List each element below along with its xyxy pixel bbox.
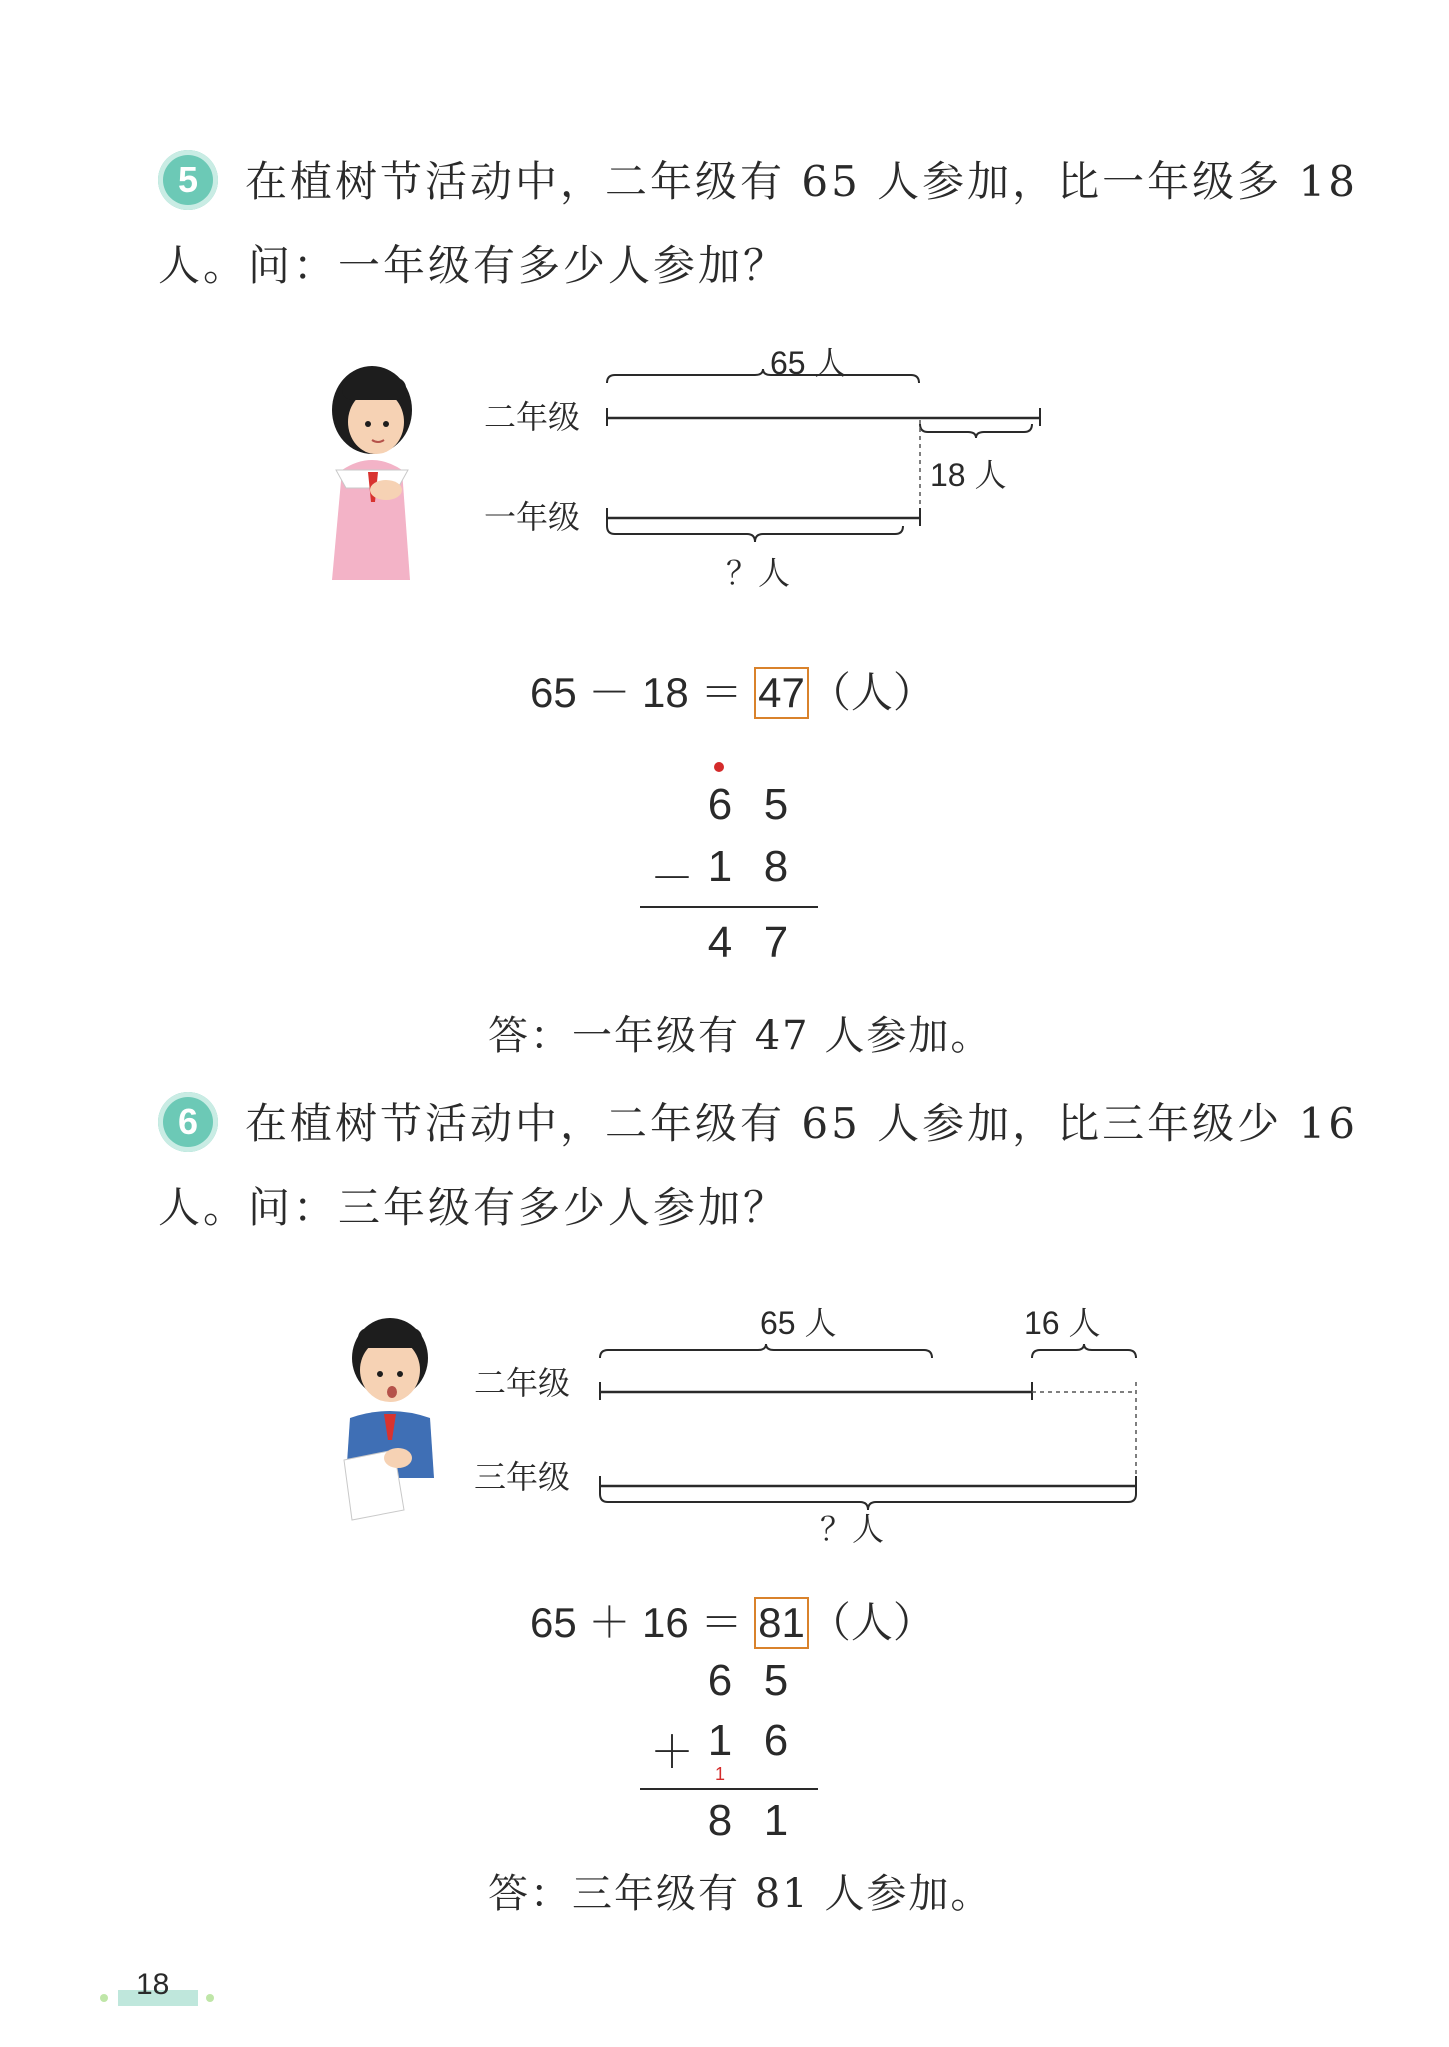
vertical-5-top-ones: 5 — [763, 780, 789, 829]
boy-illustration — [328, 1310, 448, 1530]
diagram-6-bottom-label: ？人 — [820, 1510, 885, 1548]
equation-6-result-box: 81 — [754, 1597, 809, 1649]
vertical-6-second-ones: 6 — [763, 1716, 789, 1765]
diagram-5-bottom-label: ？人 — [726, 554, 791, 592]
diagram-6-row1-label: 二年级 — [474, 1364, 571, 1402]
vertical-6-top-tens: 6 — [707, 1656, 733, 1705]
vertical-5-result-tens: 4 — [707, 918, 733, 967]
problem-5-answer: 答：一年级有 47 人参加。 — [488, 1013, 993, 1059]
page-dot-right — [206, 1994, 214, 2002]
vertical-5-second-tens: 1 — [707, 842, 733, 891]
vertical-6-rule — [640, 1788, 818, 1790]
vertical-5-top-tens: 6 — [707, 780, 733, 829]
vertical-5-operator: － — [650, 854, 694, 903]
problem-6-line2: 人。问：三年级有多少人参加？ — [158, 1183, 789, 1232]
diagram-5-row2-label: 一年级 — [484, 498, 581, 536]
problem-6-line1: 在植树节活动中，二年级有 65 人参加，比三年级少 16 — [245, 1099, 1358, 1148]
problem-5-line2: 人。问：一年级有多少人参加？ — [158, 241, 789, 290]
problem-5-line1: 在植树节活动中，二年级有 65 人参加，比一年级多 18 — [245, 157, 1358, 206]
equation-5-lhs: 65 － 18 ＝ — [530, 669, 743, 716]
diagram-5-diff-label: 18 人 — [930, 457, 1007, 493]
equation-5-unit: （人） — [808, 669, 935, 716]
vertical-6-top-ones: 5 — [763, 1656, 789, 1705]
vertical-5-second-ones: 8 — [763, 842, 789, 891]
vertical-6-second-tens: 1 — [707, 1716, 733, 1765]
vertical-5-rule — [640, 906, 818, 908]
page-number: 18 — [136, 1968, 170, 2001]
diagram-6-row2-label: 三年级 — [474, 1458, 571, 1496]
page-dot-left — [100, 1994, 108, 2002]
vertical-6-carry: 1 — [714, 1764, 725, 1784]
diagram-5-row1-label: 二年级 — [484, 398, 581, 436]
problem-5-badge: 5 — [158, 150, 218, 210]
borrow-dot — [714, 762, 724, 772]
diagram-5-top-label: 65 人 — [770, 345, 847, 381]
vertical-6-result-tens: 8 — [707, 1796, 733, 1845]
girl-illustration — [322, 360, 422, 585]
equation-6-lhs: 65 ＋ 16 ＝ — [530, 1599, 743, 1646]
problem-6-badge: 6 — [158, 1092, 218, 1152]
problem-6-equation — [530, 1590, 935, 1650]
equation-6-unit: （人） — [808, 1599, 935, 1646]
vertical-5-result-ones: 7 — [763, 918, 789, 967]
equation-5-result-box: 47 — [754, 667, 809, 719]
problem-6-answer: 答：三年级有 81 人参加。 — [488, 1871, 993, 1917]
vertical-6-result-ones: 1 — [763, 1796, 789, 1845]
problem-5-equation — [530, 660, 935, 720]
diagram-6-top-label: 65 人 — [760, 1305, 837, 1341]
diagram-6-diff-label: 16 人 — [1024, 1305, 1101, 1341]
vertical-6-operator: ＋ — [650, 1728, 694, 1777]
